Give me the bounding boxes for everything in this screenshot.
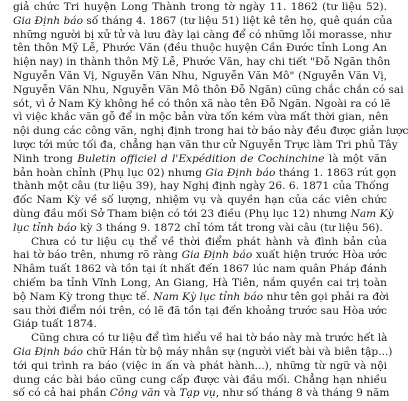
text-line: giả chức Tri huyện Long Thành trong tờ ngày 11. 1862 (tư liệu 52). [13,1,387,13]
text-line: lục tỉnh báo kỳ 3 tháng 9. 1872 chỉ tóm tắt trong vài câu (tư liệu 56). [13,221,383,234]
text-line: Ninh trong Buletin officiel d l'Expédition de Cochinchine là một văn [13,152,387,165]
text-line: hai tờ báo trên, nhưng rõ ràng Gia Định báo xuất hiện trước Hòa ước [13,249,387,262]
text-line: đốc Nam Kỳ về số lượng, nhiệm vụ và quyền hạn của các viên chức [13,194,387,207]
text-line: Chưa có tư liệu cụ thể về thời điểm phát hành và đình bản của [31,235,387,248]
text-line: nội dung các công văn, nghị định trong hai tờ báo này đều được giản lược [13,125,408,138]
text-line: Cũng chưa có tư liệu để tìm hiểu về hai tờ báo này mà trước hết là [31,332,388,345]
text-line: Nguyễn Văn Vị, Nguyễn Văn Nhu, Nguyễn Văn Mô" (Nguyễn Văn Vị, [13,70,387,82]
text-line: sau thời điểm nói trên, có lẽ đã tồn tại đến khoảng trước sau Hòa ước [13,304,387,317]
text-line: sót, vì ở Nam Kỳ không hề có thôn xã nào tên Đỗ Ngãn. Ngoài ra có lẽ [13,97,391,110]
text-line: những người bị xử tử và lưu đày lại càng để có những lỗi morasse, như [13,28,391,41]
text-line: Giáp tuất 1874. [13,318,97,331]
text-line: vì việc khắc văn gỗ để in mộc bản vừa tốn kém vừa mất thời gian, nên [13,111,389,124]
text-line: lược tới mức tối đa, chẳng hạn văn thư cử Nguyễn Trực làm Tri phủ Tây [13,139,398,151]
text-line: dung các bài báo cũng cung cấp được vài đầu mối. Chẳng hạn nhiều [13,373,387,386]
text-line: tới qui trình ra báo (việc in ấn và phát hành...), những từ ngữ và nội [13,359,387,372]
text-line: Nguyễn Văn Nhu, Nguyễn Văn Mô thôn Đỗ Ngãn) cũng chắc chắn có sai [13,83,404,96]
text-line: số có cả hai phần Công văn và Tạp vụ, như số tháng 8 và tháng 9 năm [13,387,390,400]
text-line: tên thôn Mỹ Lễ, Phước Văn (đều thuộc huyện Cần Đước tỉnh Long An [13,42,387,55]
text-line: bản hoàn chỉnh (Phụ lục 02) nhưng Gia Định báo tháng 1. 1863 rút gọn [13,166,397,179]
text-line: Gia Định báo chữ Hán từ bộ máy nhân sự (người viết bài và biên tập...) [13,346,393,358]
text-line: bộ Nam Kỳ trong thực tế. Nam Kỳ lục tỉnh báo như tên gọi phải ra đời [13,290,389,303]
text-line: hiện nay) in thành thôn Mỹ Lễ, Phước Văn, hay chi tiết "Đỗ Ngãn thôn [13,56,391,69]
text-line: Gia Định báo số tháng 4. 1867 (tư liệu 51) liệt kê tên họ, quê quán của [13,14,393,27]
text-line: thành một câu (tư liệu 39), hay Nghị định ngày 26. 6. 1871 của Thống [13,180,390,193]
text-line: chiếm ba tỉnh Vĩnh Long, An Giang, Hà Tiên, nắm quyền cai trị toàn [13,277,387,289]
text-line: dùng đầu mối Sở Tham biện có tới 23 điều (Phụ lục 12) nhưng Nam Kỳ [13,208,394,220]
text-line: Nhâm tuất 1862 và tồn tại ít nhất đến 1867 lúc nam quân Pháp đánh [13,263,387,276]
